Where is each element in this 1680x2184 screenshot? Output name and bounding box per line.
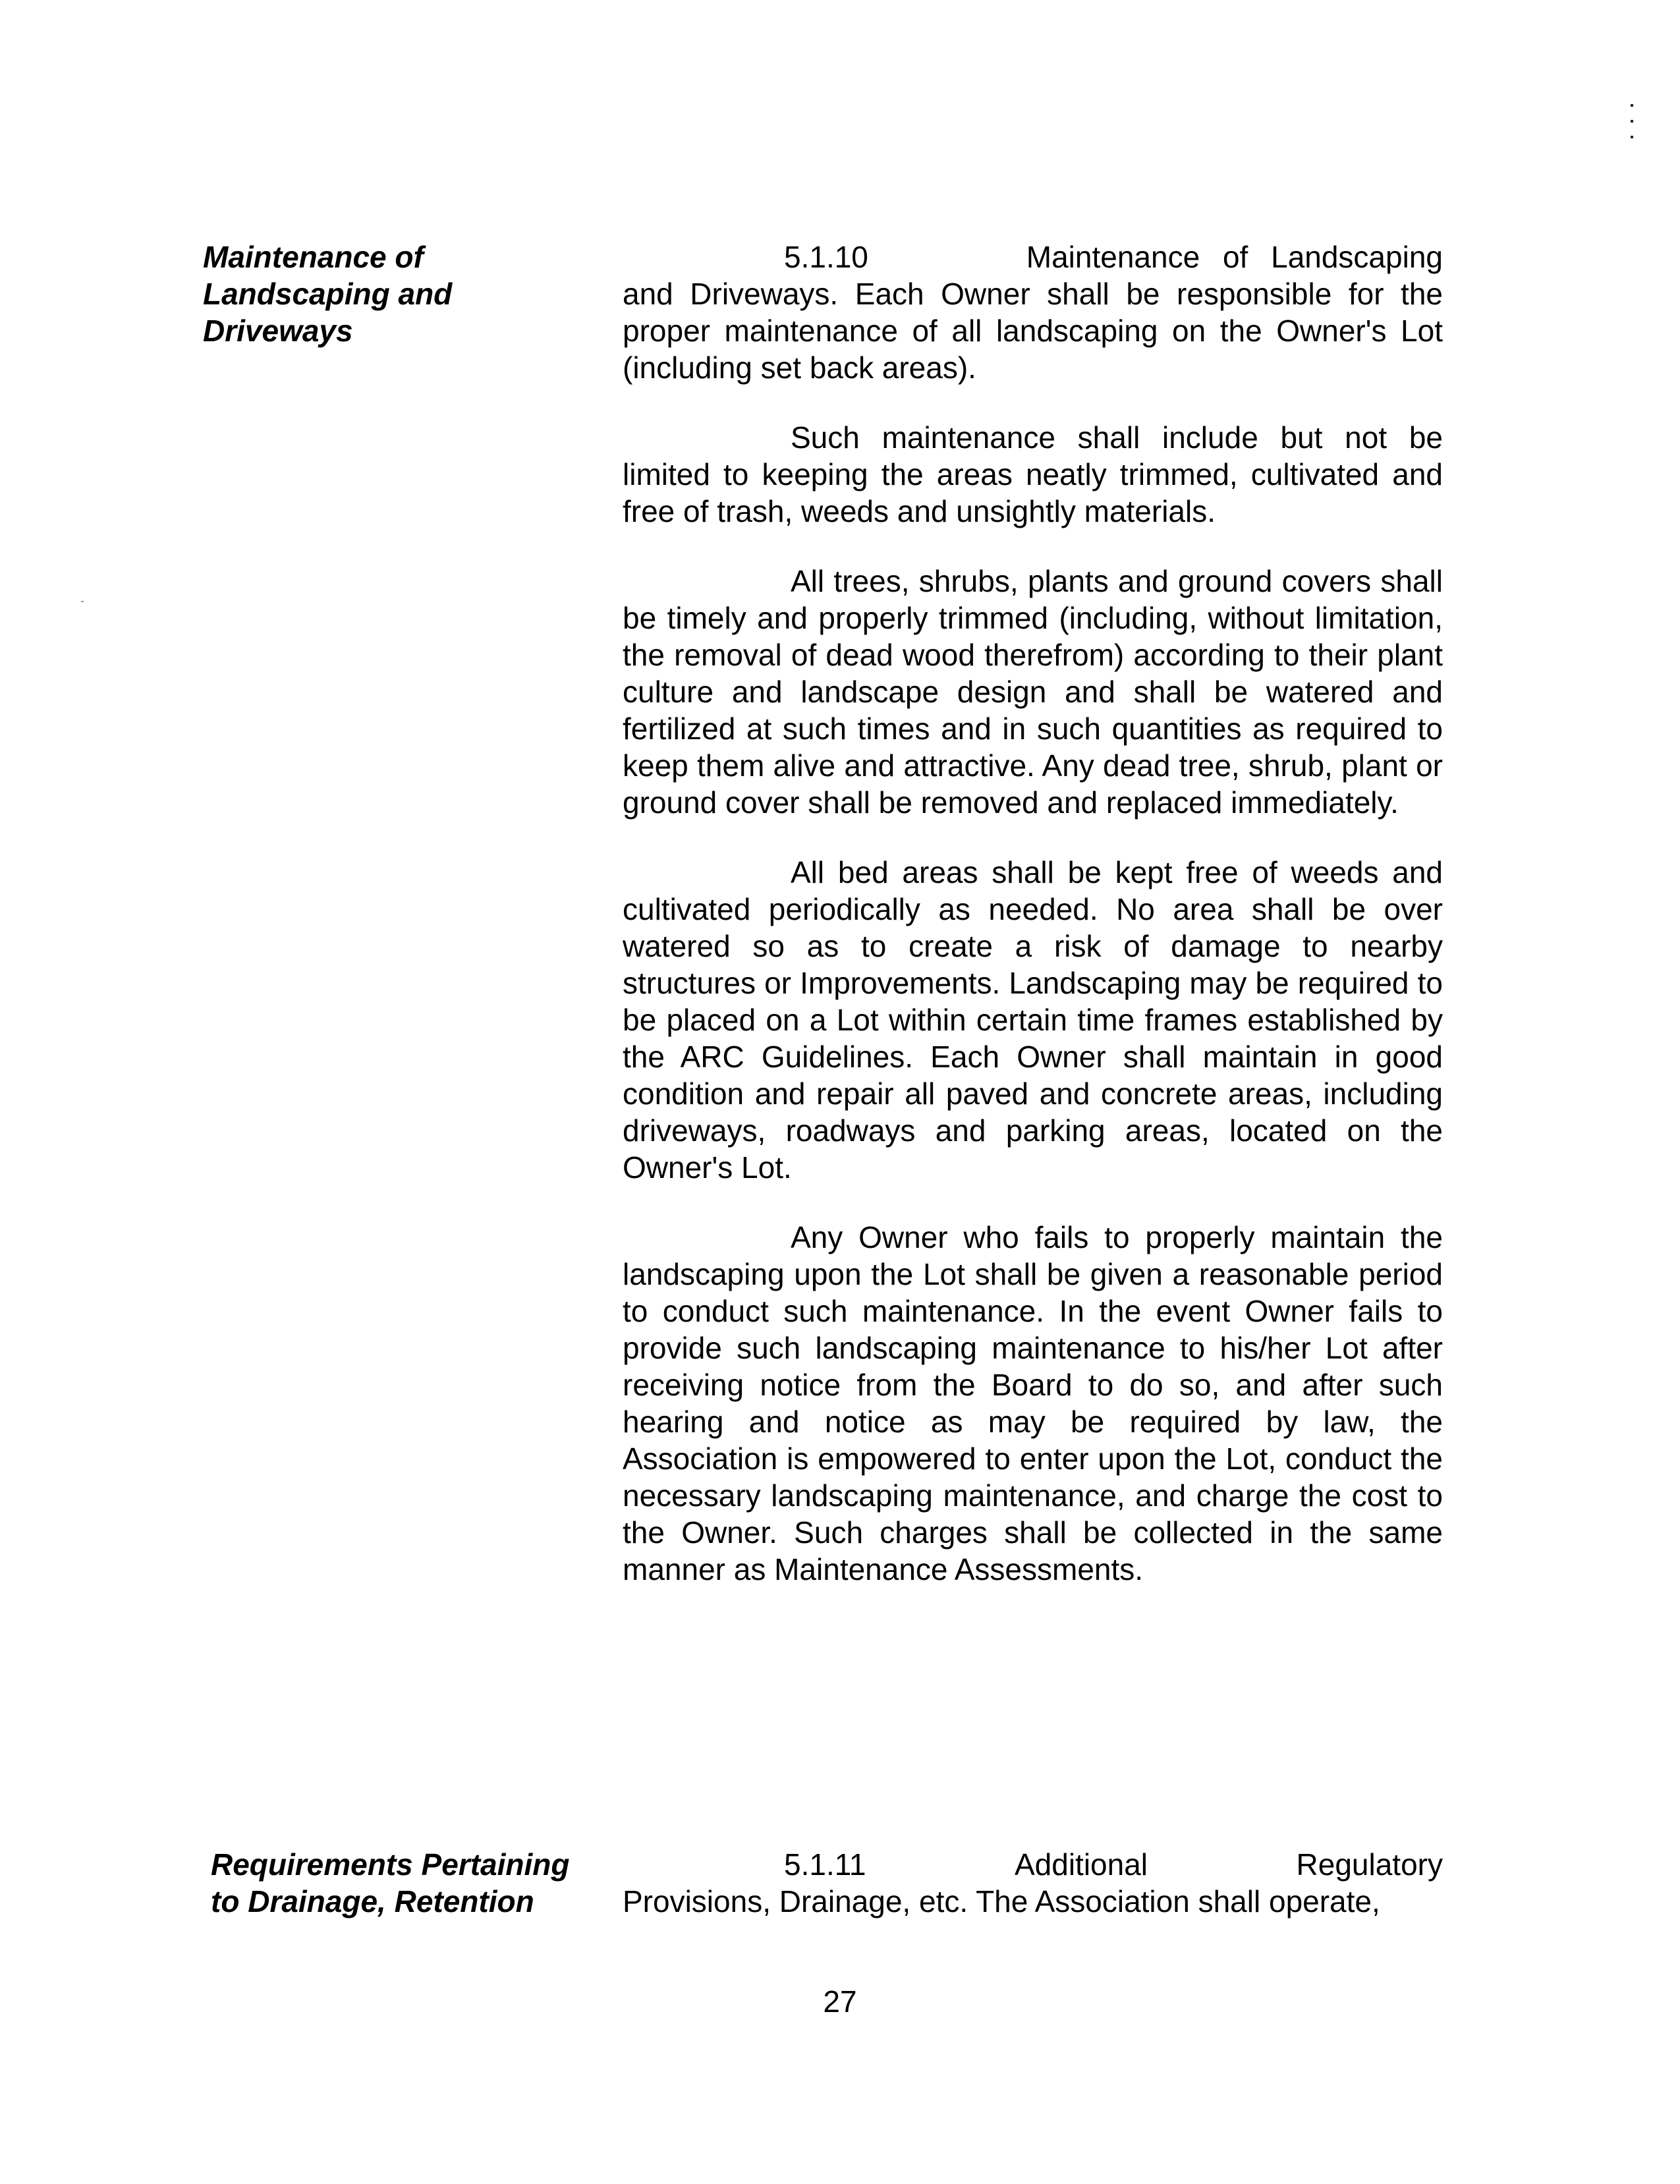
section-number: 5.1.11 <box>784 1847 866 1882</box>
section-number: 5.1.10 <box>784 240 868 274</box>
side-heading-line: Driveways <box>203 314 353 348</box>
section-intro-paragraph: and Driveways. Each Owner shall be responsible for the proper maintenance of all landscaping on the Owner's Lot (including set back areas). <box>623 277 1443 385</box>
body-paragraph: All bed areas shall be kept free of weeds and cultivated periodically as needed. No area shall be over watered so as to create a risk of damage to nearby structures or Improvements. Landscaping may be required to be placed on a Lot within certain time frames established by the ARC Guidelines. Each Owner shall maintain in good condition and repair all paved and concrete areas, including driveways, roadways and parking areas, located on the Owner's Lot. <box>623 855 1443 1185</box>
section-title-word: Additional <box>1014 1847 1148 1882</box>
section-heading-line <box>623 238 1443 275</box>
side-heading-line: to Drainage, Retention <box>211 1884 534 1918</box>
section-heading-line <box>623 1846 1443 1883</box>
section-title-word: Regulatory <box>1296 1847 1443 1882</box>
side-heading-line: Maintenance of <box>203 240 424 274</box>
side-heading-drainage <box>211 1846 569 1920</box>
section-title: Maintenance of Landscaping <box>1026 240 1443 274</box>
side-heading-line: Requirements Pertaining <box>211 1847 570 1882</box>
body-paragraph: Any Owner who fails to properly maintain the landscaping upon the Lot shall be given a reasonable period to conduct such maintenance. In the event Owner fails to provide such landscaping maintenance to his/her Lot after receiving notice from the Board to do so, and after such hearing and notice as may be required by law, the Association is empowered to enter upon the Lot, conduct the necessary landscaping maintenance, and charge the cost to the Owner. Such charges shall be collected in the same manner as Maintenance Assessments. <box>623 1220 1443 1586</box>
body-paragraph: All trees, shrubs, plants and ground covers shall be timely and properly trimmed (including, without limitation, the removal of dead wood therefrom) according to their plant culture and landscape design and shall be watered and fertilized at such times and in such quantities as required to keep them alive and attractive. Any dead tree, shrub, plant or ground cover shall be removed and replaced immediately. <box>623 564 1443 820</box>
scan-speck <box>81 601 84 602</box>
section-5-1-11-body <box>623 1846 1443 1920</box>
side-heading-maintenance <box>203 238 452 349</box>
body-paragraph: Such maintenance shall include but not be limited to keeping the areas neatly trimmed, cultivated and free of trash, weeds and unsightly materials. <box>623 420 1443 528</box>
page-number: 27 <box>823 1984 857 2019</box>
section-5-1-10-body <box>623 238 1443 1621</box>
scan-artifact-marks <box>1631 104 1635 150</box>
side-heading-line: Landscaping and <box>203 277 453 311</box>
section-continuation-line: Provisions, Drainage, etc. The Association shall operate, <box>623 1884 1380 1918</box>
